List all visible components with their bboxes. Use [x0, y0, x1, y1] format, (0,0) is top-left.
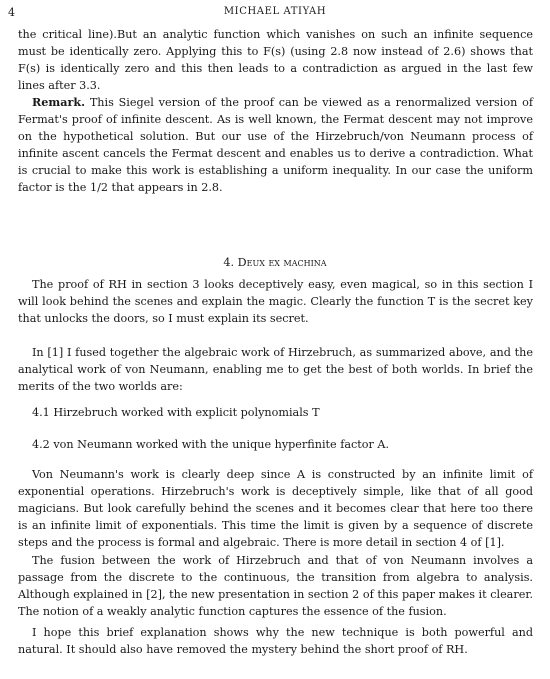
- list-item-hirzebruch: 4.1 Hirzebruch worked with explicit polynomials T: [32, 406, 320, 419]
- page-number: 4: [8, 6, 15, 19]
- paragraph-exponential-limits: Von Neumann's work is clearly deep since A is constructed by an infinite limit of exponential operations. Hirzebruch's work is deceptively simple, like that of all good magicians. But look carefully behind the scenes and it becomes clear that here too there is an infinite limit of exponentials. This time the limit is given by a sequence of discrete steps and the process is formal and algebraic. There is more detail in section 4 of [1].: [18, 468, 533, 549]
- paragraph-fusion-overview: In [1] I fused together the algebraic work of Hirzebruch, as summarized above, and the analytical work of von Neumann, enabling me to get the best of both worlds. In brief the merits of the two worlds are:: [18, 346, 533, 393]
- running-head: MICHAEL ATIYAH: [223, 6, 327, 17]
- remark-text: This Siegel version of the proof can be viewed as a renormalized version of Fermat's proof of infinite descent. As is well known, the Fermat descent may not improve on the hypothetical solution. But our use of the Hirzebruch/von Neumann process of infinite ascent cancels the Fermat descent and enables us to derive a contradiction. What is crucial to make this work is establishing a uniform inequality. In our case the uniform factor is the 1/2 that appears in 2.8.: [18, 96, 533, 194]
- section-title: 4. Deux ex machina: [223, 256, 327, 269]
- paragraph-conclusion: I hope this brief explanation shows why the new technique is both powerful and natural. It should also have removed the mystery behind the short proof of RH.: [18, 626, 533, 656]
- remark-paragraph: [18, 94, 533, 196]
- remark-label: Remark.: [32, 95, 86, 109]
- paragraph-intro: The proof of RH in section 3 looks deceptively easy, even magical, so in this section I will look behind the scenes and explain the magic. Clearly the function T is the secret key that unlocks the doors, so I must explain its secret.: [18, 278, 533, 325]
- paragraph-continuation: the critical line).But an analytic function which vanishes on such an infinite sequence must be identically zero. Applying this to F(s) (using 2.8 now instead of 2.6) shows that F(s) is identically zero and this then leads to a contradiction as argued in the last few lines after 3.3.: [18, 28, 533, 92]
- list-item-von-neumann: 4.2 von Neumann worked with the unique hyperfinite factor A.: [32, 438, 390, 451]
- paragraph-discrete-continuous: The fusion between the work of Hirzebruch and that of von Neumann involves a passage from the discrete to the continuous, the transition from algebra to analysis. Although explained in [2], the new presentation in section 2 of this paper makes it clearer. The notion of a weakly analytic function captures the essence of the fusion.: [18, 554, 533, 618]
